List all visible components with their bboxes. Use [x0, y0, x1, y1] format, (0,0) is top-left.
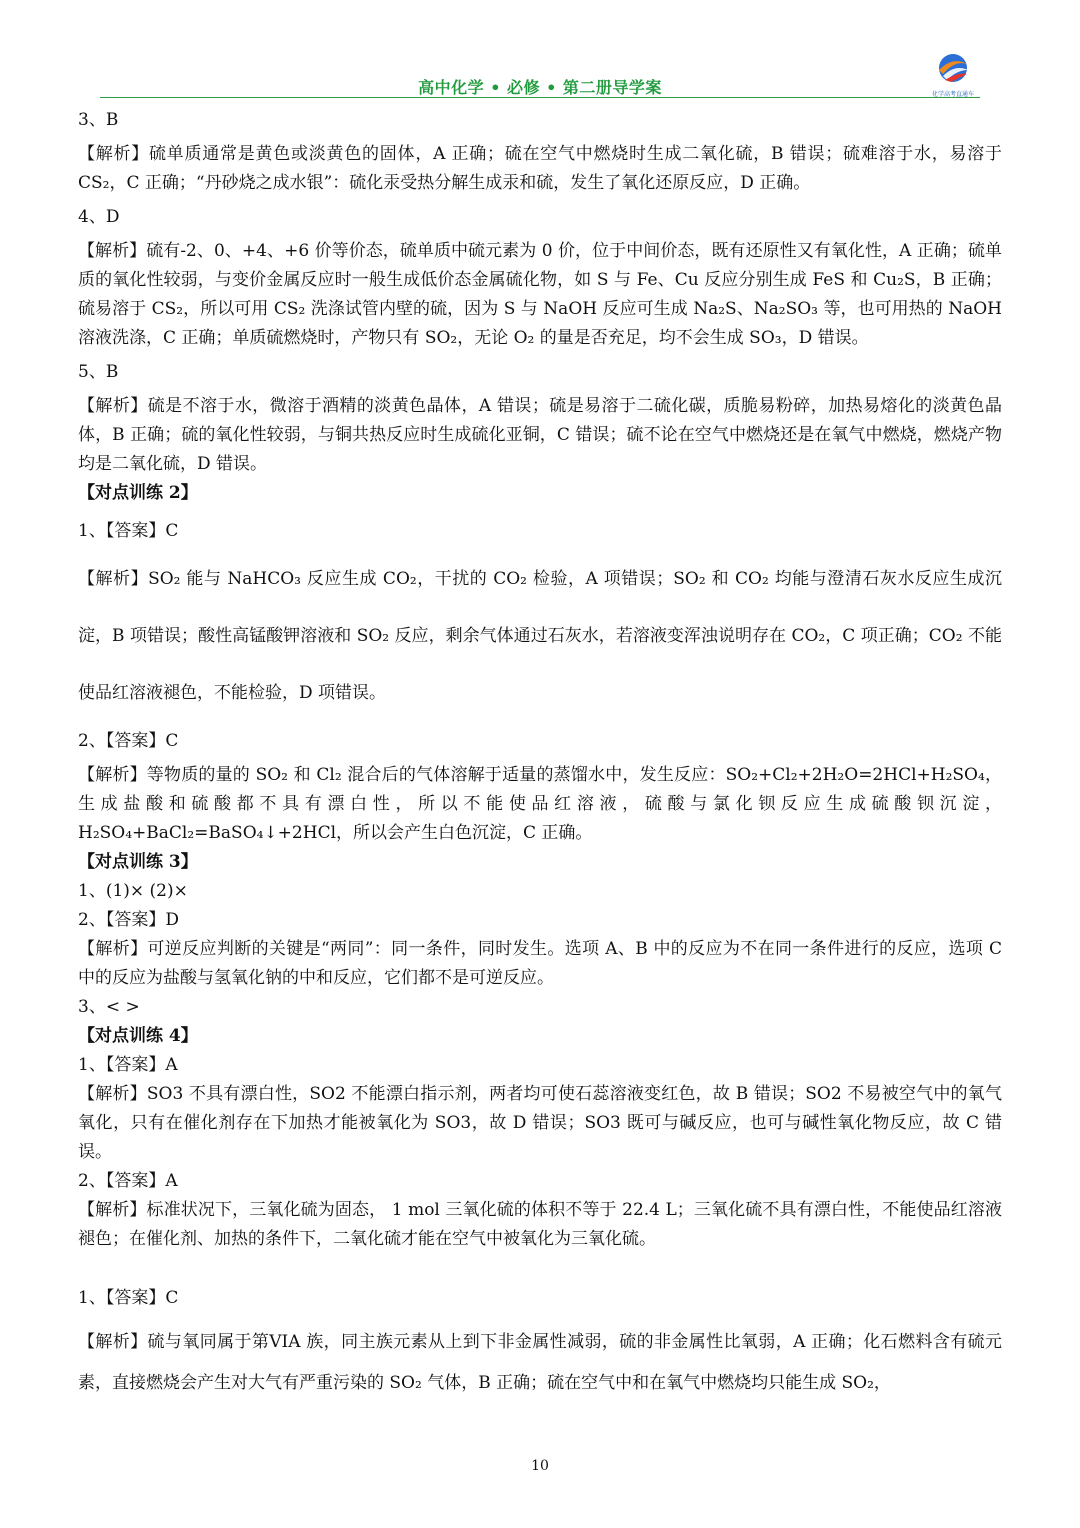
answer-label-s2-q1: 1、【答案】C — [78, 521, 179, 541]
answer-label-s3-q2: 2、【答案】D — [78, 910, 179, 930]
analysis-last-q1: 【解析】硫与氧同属于第VIA 族，同主族元素从上到下非金属性减弱，硫的非金属性比氧弱，A 正确；化石燃料含有硫元素，直接燃烧会产生对大气有严重污染的 SO₂ 气体，B 正确；硫在空气中和在氧气中燃烧均只能生成 SO₂， — [78, 1332, 1002, 1393]
header-divider — [100, 97, 980, 98]
answer-label-s4-q2: 2、【答案】A — [78, 1171, 178, 1191]
analysis-s4-q2: 【解析】标准状况下，三氧化硫为固态， 1 mol 三氧化硫的体积不等于 22.4 L；三氧化硫不具有漂白性，不能使品红溶液褪色；在催化剂、加热的条件下，二氧化硫才能在空气中被氧化为三氧化硫。 — [78, 1200, 1002, 1249]
logo-icon — [925, 50, 981, 90]
answer-label-last-q1: 1、【答案】C — [78, 1288, 179, 1308]
analysis-q5: 【解析】硫是不溶于水，微溶于酒精的淡黄色晶体，A 错误；硫是易溶于二硫化碳，质脆易粉碎，加热易熔化的淡黄色晶体，B 正确；硫的氧化性较弱，与铜共热反应时生成硫化亚铜，C 错误；硫不论在空气中燃烧还是在氧气中燃烧，燃烧产物均是二氧化硫，D 错误。 — [78, 396, 1002, 474]
analysis-q4: 【解析】硫有-2、0、+4、+6 价等价态，硫单质中硫元素为 0 价，位于中间价态，既有还原性又有氧化性，A 正确；硫单质的氧化性较弱，与变价金属反应时一般生成低价态金属硫化物，如 S 与 Fe、Cu 反应分别生成 FeS 和 Cu₂S，B 正确；硫易溶于 CS₂，所以可用 CS₂ 洗涤试管内壁的硫，因为 S 与 NaOH 反应可生成 Na₂S、Na₂SO₃ 等，也可用热的 NaOH 溶液洗涤，C 正确；单质硫燃烧时，产物只有 SO₂，无论 O₂ 的量是否充足，均不会生成 SO₃，D 错误。 — [78, 241, 1002, 348]
answer-label-s4-q1: 1、【答案】A — [78, 1055, 178, 1075]
section-title-3: 【对点训练 3】 — [78, 852, 198, 872]
analysis-s2-q1: 【解析】SO₂ 能与 NaHCO₃ 反应生成 CO₂，干扰的 CO₂ 检验，A 项错误；SO₂ 和 CO₂ 均能与澄清石灰水反应生成沉淀，B 项错误；酸性高锰酸钾溶液和 SO₂ 反应，剩余气体通过石灰水，若溶液变浑浊说明存在 CO₂，C 项正确；CO₂ 不能使品红溶液褪色，不能检验，D 项错误。 — [78, 569, 1002, 703]
answer-label-q3: 3、B — [78, 110, 119, 130]
publisher-logo — [925, 50, 981, 96]
section-title-4: 【对点训练 4】 — [78, 1026, 198, 1046]
analysis-s3-q2: 【解析】可逆反应判断的关键是“两同”：同一条件，同时发生。选项 A、B 中的反应为不在同一条件进行的反应，选项 C 中的反应为盐酸与氢氧化钠的中和反应，它们都不是可逆反应。 — [78, 939, 1002, 988]
analysis-s4-q1: 【解析】SO3 不具有漂白性，SO2 不能漂白指示剂，两者均可使石蕊溶液变红色，故 B 错误；SO2 不易被空气中的氧气氧化，只有在催化剂存在下加热才能被氧化为 SO3，故 D 错误；SO3 既可与碱反应，也可与碱性氧化物反应，故 C 错误。 — [78, 1084, 1002, 1162]
analysis-s2-q2: 【解析】等物质的量的 SO₂ 和 Cl₂ 混合后的气体溶解于适量的蒸馏水中，发生反应：SO₂+Cl₂+2H₂O=2HCl+H₂SO₄，生成盐酸和硫酸都不具有漂白性，所以不能使品红溶液，硫酸与氯化钡反应生成硫酸钡沉淀，H₂SO₄+BaCl₂=BaSO₄↓+2HCl，所以会产生白色沉淀，C 正确。 — [78, 765, 1002, 843]
answer-s3-q3: 3、< > — [78, 997, 140, 1017]
section-title-2: 【对点训练 2】 — [78, 483, 198, 503]
answer-label-q5: 5、B — [78, 362, 119, 382]
logo-caption: 化学高考直通车 — [931, 91, 974, 98]
answer-content — [78, 106, 1002, 1404]
header-title: 高中化学 • 必修 • 第二册导学案 — [418, 78, 662, 97]
page-number: 10 — [531, 1458, 549, 1474]
answer-s3-q1: 1、(1)× (2)× — [78, 881, 188, 901]
analysis-q3: 【解析】硫单质通常是黄色或淡黄色的固体，A 正确；硫在空气中燃烧时生成二氧化硫，B 错误；硫难溶于水，易溶于 CS₂，C 正确；“丹砂烧之成水银”：硫化汞受热分解生成汞和硫，发生了氧化还原反应，D 正确。 — [78, 144, 1002, 193]
answer-label-q4: 4、D — [78, 207, 120, 227]
answer-label-s2-q2: 2、【答案】C — [78, 731, 179, 751]
page-header — [100, 72, 980, 98]
